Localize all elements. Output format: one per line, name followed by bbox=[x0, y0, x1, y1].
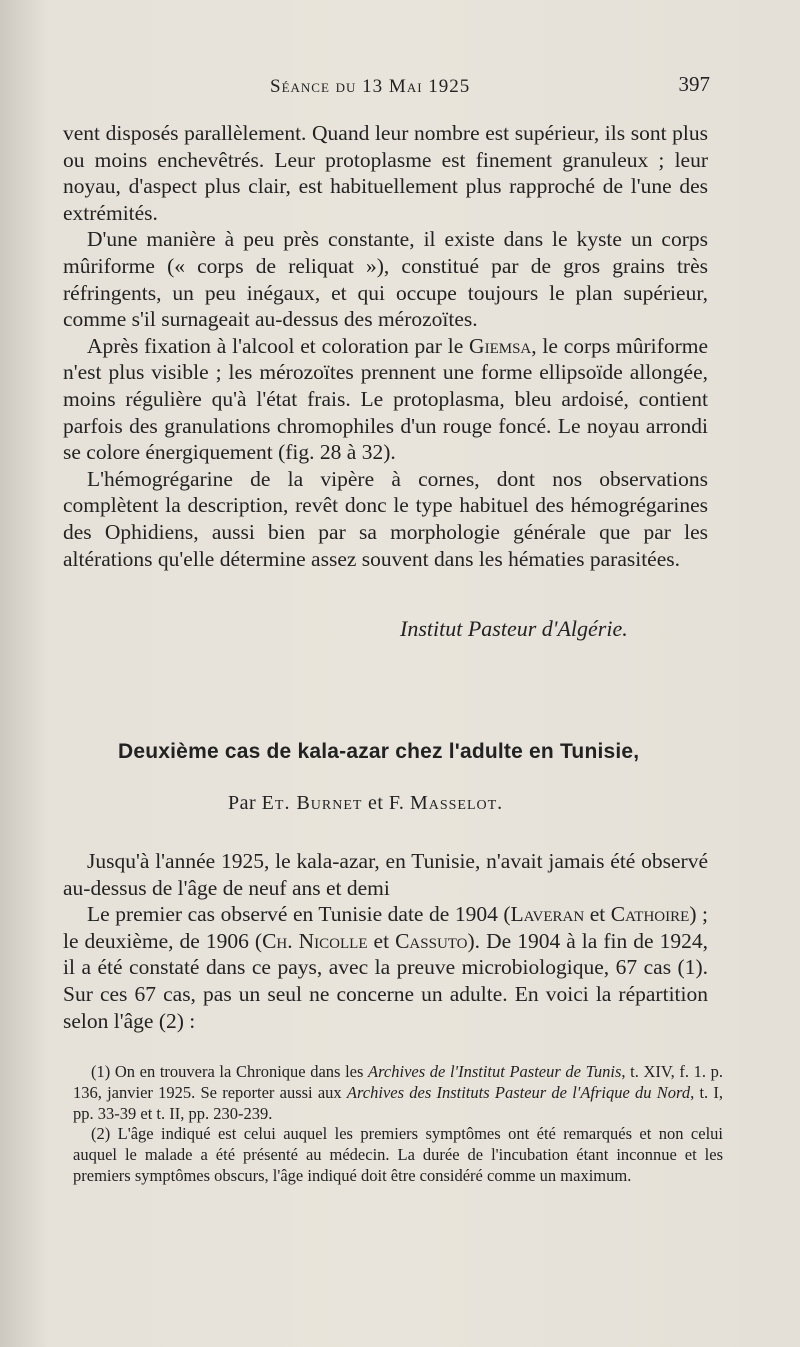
author-name: Masselot bbox=[409, 792, 498, 814]
paragraph: L'hémogrégarine de la vipère à cornes, dont nos observations complètent la description, revêt donc le type habituel des hémogrégarines des Ophidiens, aussi bien par sa morphologie générale que par les altérations qu'elle détermine assez souvent dans les hématies parasitées. bbox=[63, 466, 708, 571]
text-run: et bbox=[584, 902, 611, 927]
author-name: Laveran bbox=[510, 902, 585, 927]
journal-title: Archives de l'Institut Pasteur de Tunis bbox=[368, 1062, 622, 1081]
text-run: Par bbox=[228, 792, 262, 814]
paragraph bbox=[63, 901, 708, 1034]
author-name: Cathoire bbox=[610, 902, 690, 927]
author-name: Cassuto bbox=[395, 928, 468, 953]
running-head: Séance du 13 Mai 1925 bbox=[270, 76, 471, 97]
byline bbox=[228, 792, 503, 815]
text-run: . bbox=[497, 792, 503, 814]
text-run: et bbox=[367, 928, 396, 953]
text-run: ) ; le deuxième, de 1906 ( bbox=[63, 902, 708, 953]
text-run: (1) On en trouvera la Chronique dans les bbox=[91, 1062, 369, 1081]
text-run: , t. XIV, f. 1. p. 136, janvier 1925. Se reporter aussi aux bbox=[73, 1062, 723, 1102]
paragraph: Jusqu'à l'année 1925, le kala-azar, en Tunisie, n'avait jamais été observé au-dessus de l'âge de neuf ans et demi bbox=[63, 849, 708, 900]
author-name: Ch. Nicolle bbox=[262, 928, 368, 953]
section-continuation bbox=[63, 120, 708, 572]
footnotes bbox=[73, 1062, 723, 1187]
article-title: Deuxième cas de kala-azar chez l'adulte en Tunisie, bbox=[118, 740, 640, 763]
page-number: 397 bbox=[678, 72, 710, 96]
text-run: , le corps mûriforme n'est plus visible ; les mérozoïtes prennent une forme ellipsoïde allongée, moins régulière qu'à l'état frais. Le protoplasma, bleu ardoisé, contient parfois des granulations chromophiles d'un rouge foncé. Le noyau arrondi se colore énergiquement (fig. 28 à 32). bbox=[63, 333, 708, 465]
footnote-2: (2) L'âge indiqué est celui auquel les premiers symptômes ont été remarqués et non celui auquel le malade a été présenté au médecin. La durée de l'incubation étant inconnue et les premiers symptômes obscurs, l'âge indiqué doit être considéré comme un maximum. bbox=[73, 1124, 723, 1185]
text-run: Le premier cas observé en Tunisie date de 1904 ( bbox=[87, 902, 511, 927]
page-header bbox=[270, 72, 710, 102]
paragraph: D'une manière à peu près constante, il existe dans le kyste un corps mûriforme (« corps de reliquat »), constitué par de gros grains très réfringents, un peu inégaux, et qui occupe toujours le plan supérieur, comme s'il surnageait au-dessus des mérozoïtes. bbox=[63, 227, 708, 332]
text-run: ). De 1904 à la fin de 1924, il a été constaté dans ce pays, avec la preuve microbiologique, 67 cas (1). Sur ces 67 cas, pas un seul ne concerne un adulte. En voici la répartition selon l'âge (2) : bbox=[63, 928, 708, 1033]
author-name: Giemsa bbox=[469, 333, 532, 358]
paragraph bbox=[63, 333, 708, 466]
text-run: , t. I, pp. 33-39 et t. II, pp. 230-239. bbox=[73, 1082, 723, 1123]
journal-title: Archives des Instituts Pasteur de l'Afrique du Nord bbox=[346, 1082, 691, 1102]
text-run: Après fixation à l'alcool et coloration par le bbox=[87, 333, 470, 358]
institution-signature: Institut Pasteur d'Algérie. bbox=[400, 616, 628, 641]
spine-shadow bbox=[0, 0, 50, 1347]
footnote-1 bbox=[73, 1062, 723, 1124]
author-name: Burnet bbox=[296, 792, 363, 814]
paragraph: vent disposés parallèlement. Quand leur nombre est supérieur, ils sont plus ou moins enchevêtrés. Leur protoplasme est finement granuleux ; leur noyau, d'aspect plus clair, est habituellement plus rapproché de l'une des extrémités. bbox=[63, 121, 708, 225]
text-run: et F. bbox=[362, 792, 410, 814]
author-initial: Et. bbox=[261, 792, 297, 814]
article-body bbox=[63, 848, 708, 1034]
